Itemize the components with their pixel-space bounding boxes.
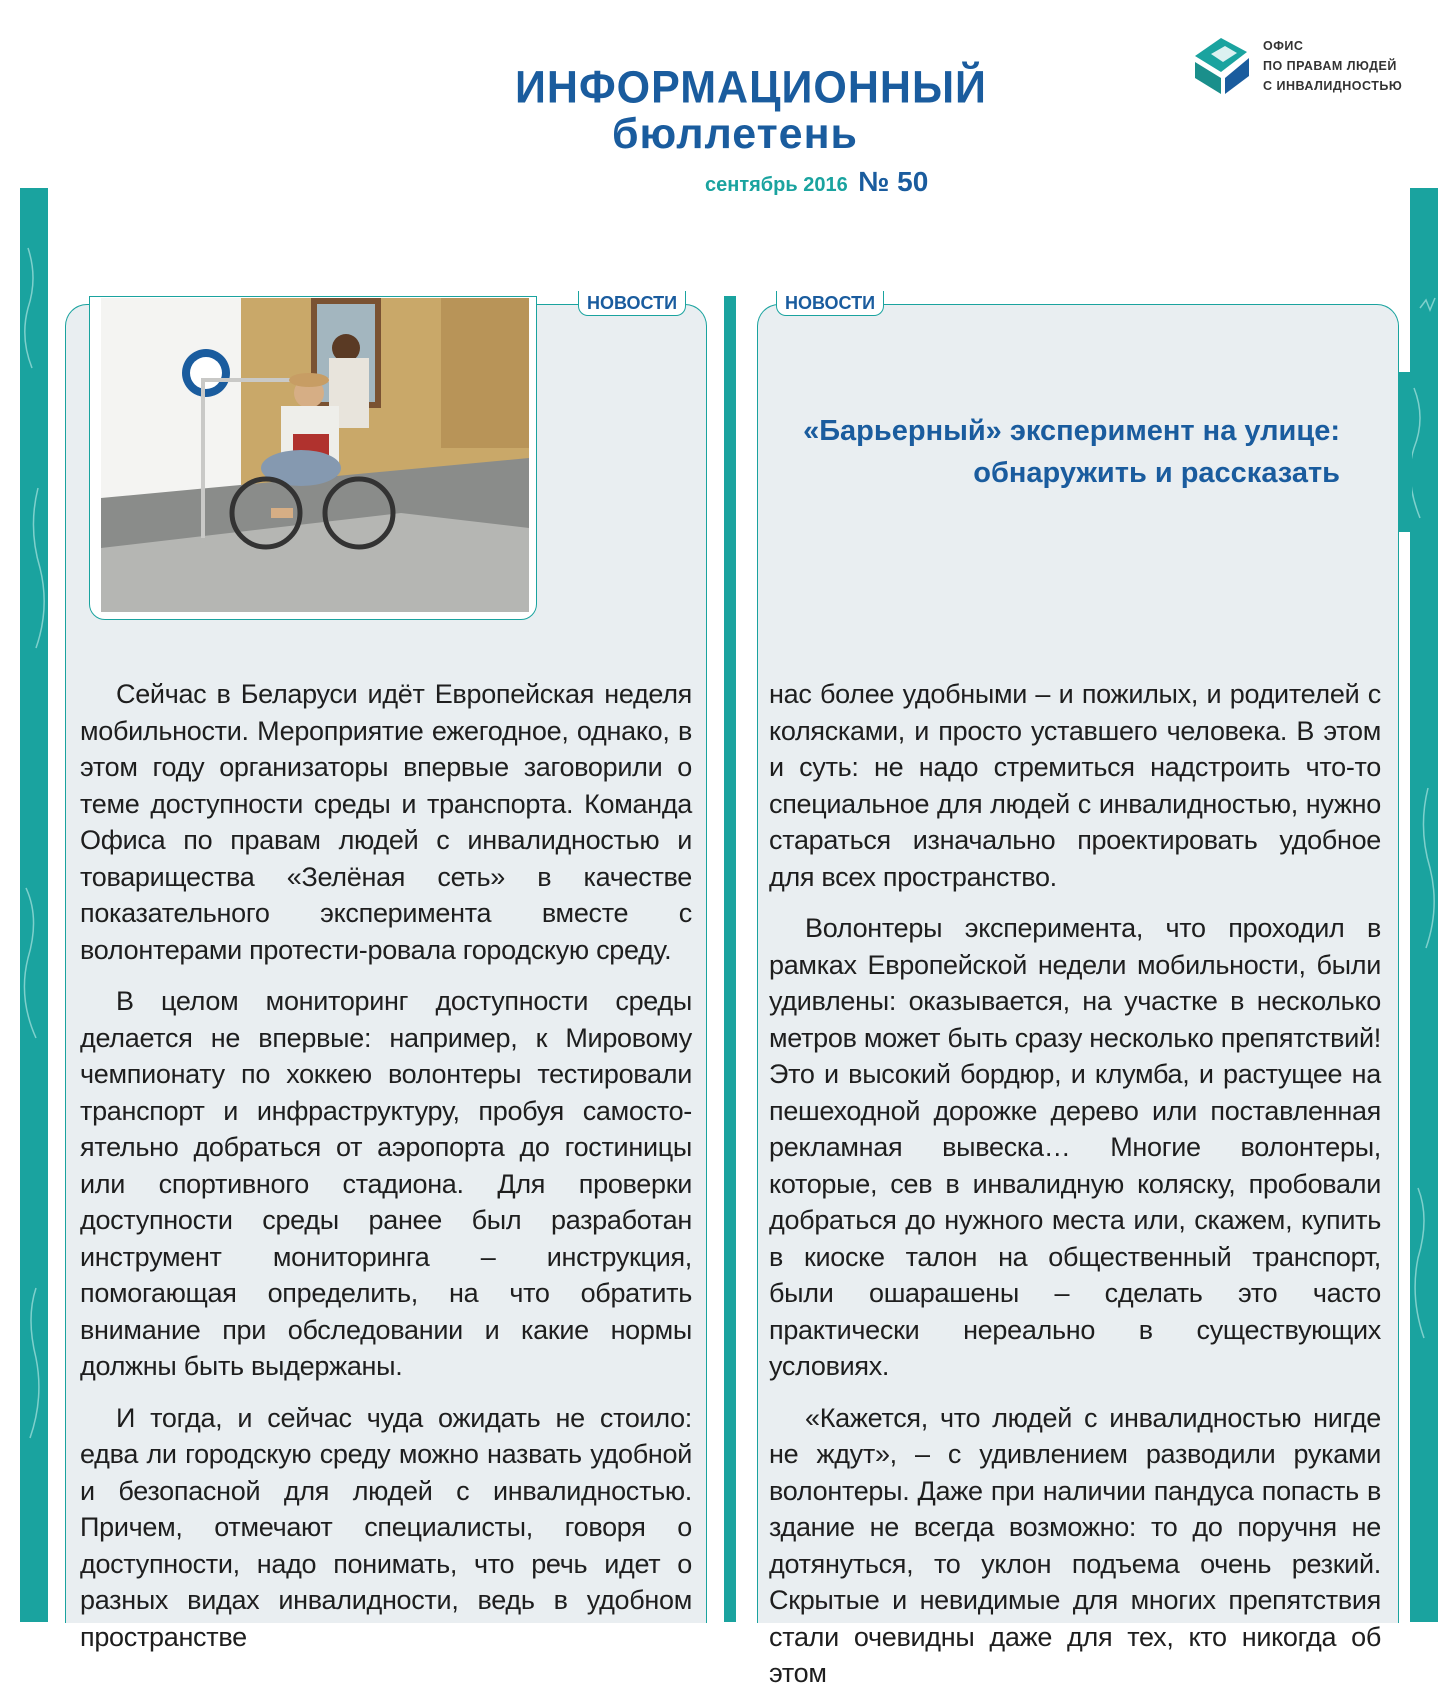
headline-line2: обнаружить и рассказать (973, 457, 1340, 489)
issue-date: сентябрь 2016 (705, 174, 848, 196)
logo-line: С ИНВАЛИДНОСТЬЮ (1263, 79, 1403, 93)
column-divider (724, 296, 736, 1622)
office-logo-text (1263, 36, 1443, 96)
logo-line: ПО ПРАВАМ ЛЮДЕЙ (1263, 59, 1397, 73)
logo-line: ОФИС (1263, 39, 1304, 53)
issue-number: № 50 (858, 166, 929, 197)
paragraph: И тогда, и сейчас чуда ожидать не стоило: едва ли городскую среду можно назвать удобной и безопасной для людей с инвалидностью. Причем, отмечают специалисты, говоря о доступности, надо понимать, что речь идет о разных видах инвалидности, ведь в удобном пространстве (80, 1402, 692, 1652)
masthead-title-line1: ИНФОРМАЦИОННЫЙ (515, 62, 987, 114)
paragraph: Сейчас в Беларуси идёт Европейская неделя мобильности. Мероприятие ежегодное, однако, в этом году организаторы впервые заговорили о теме доступности среды и транспорта. Команда Офиса по правам людей с инвалидностью и товарищества «Зелёная сеть» в качестве показательного эксперимента вместе с волонтерами протести-ровала городскую среду. (80, 679, 692, 965)
right-text-column (769, 676, 1381, 1707)
headline-line1: «Барьерный» эксперимент на улице: (803, 415, 1340, 447)
news-tag: НОВОСТИ (578, 291, 686, 316)
right-decorative-stripe (1410, 188, 1438, 1622)
paragraph: нас более удобными – и пожилых, и родителей с колясками, и просто уставшего человека. В этом и суть: не надо стремиться надстроить что-то специальное для людей с инвалидностью, нужно стараться изначально проектировать удобное для всех пространство. (769, 679, 1381, 892)
article-headline (770, 410, 1340, 494)
news-tag: НОВОСТИ (776, 291, 884, 316)
right-accent-bar (1398, 372, 1412, 532)
office-logo-icon (1187, 32, 1257, 103)
left-text-column (80, 676, 692, 1670)
issue-info (705, 166, 928, 198)
left-decorative-stripe (20, 188, 48, 1622)
news-photo (101, 298, 529, 612)
paragraph: Волонтеры эксперимента, что проходил в рамках Европейской недели мобильности, были удивлены: оказывается, на участке в несколько метров может быть сразу несколько препятствий! Это и высокий бордюр, и клумба, и растущее на пешеходной дорожке дерево или поставленная рекламная вывеска… Многие волонтеры, которые, сев в инвалидную коляску, пробовали добраться до нужного места или, скажем, купить в киоске талон на общественный транспорт, были ошарашены – сделать это часто практически нереально в существующих условиях. (769, 913, 1381, 1381)
paragraph: В целом мониторинг доступности среды делается не впервые: например, к Мировому чемпионату по хоккею волонтеры тестировали транспорт и инфраструктуру, пробуя самосто-ятельно добраться от аэропорта до гостиницы или спортивного стадиона. Для проверки доступности среды ранее был разработан инструмент мониторинга – инструкция, помогающая определить, на что обратить внимание при обследовании и какие нормы должны быть выдержаны. (80, 986, 692, 1381)
paragraph: «Кажется, что людей с инвалидностью нигде не ждут», – с удивлением разводили руками волонтеры. Даже при наличии пандуса попасть в здание не всегда возможно: то до поручня не дотянуться, то уклон подъема очень резкий. Скрытые и невидимые для многих препятствия стали очевидны даже для тех, кто никогда об этом (769, 1402, 1381, 1688)
masthead-title-line2: бюллетень (611, 110, 858, 158)
